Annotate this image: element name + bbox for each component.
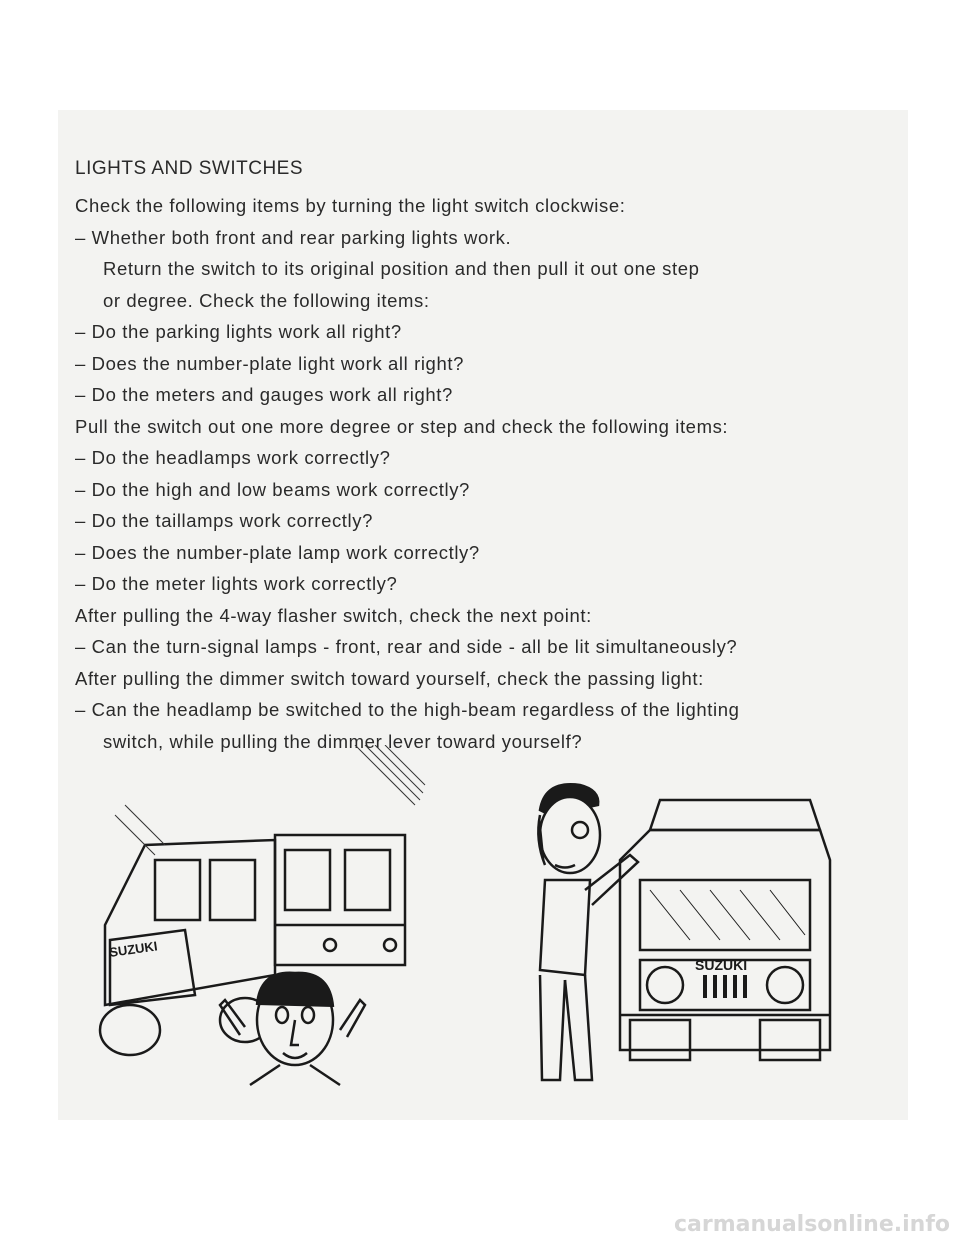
instruction-line: – Do the meters and gauges work all right? — [75, 384, 453, 405]
instruction-line: or degree. Check the following items: — [103, 289, 430, 311]
instruction-line: – Does the number-plate lamp work correctly? — [75, 541, 480, 563]
instruction-line: – Do the taillamps work correctly? — [75, 510, 373, 531]
instruction-line: – Do the headlamps work correctly? — [75, 447, 391, 468]
instruction-line: – Do the parking lights work all right? — [75, 321, 402, 342]
instruction-line: Pull the switch out one more degree or step and check the following items: — [75, 415, 729, 437]
instruction-line: Return the switch to its original position and then pull it out one step — [103, 258, 700, 279]
left-suzuki-badge: SUZUKI — [108, 938, 159, 960]
instruction-line: switch, while pulling the dimmer lever toward yourself? — [103, 730, 583, 752]
illustration-man-opening-hood — [520, 770, 840, 1100]
instruction-line: Check the following items by turning the light switch clockwise: — [75, 195, 626, 216]
instruction-line: After pulling the 4-way flasher switch, check the next point: — [75, 604, 592, 626]
instruction-line: – Does the number-plate light work all right? — [75, 352, 464, 374]
instruction-line: After pulling the dimmer switch toward yourself, check the passing light: — [75, 667, 704, 689]
instruction-line: – Do the meter lights work correctly? — [75, 573, 398, 594]
right-suzuki-badge: SUZUKI — [695, 957, 748, 973]
lights-and-switches-section — [75, 158, 875, 757]
site-watermark: carmanualsonline.info — [674, 1212, 950, 1237]
instruction-line: – Can the headlamp be switched to the high-beam regardless of the lighting — [75, 699, 740, 720]
instruction-line: – Do the high and low beams work correctly? — [75, 478, 470, 500]
instruction-line: – Whether both front and rear parking lights work. — [75, 226, 512, 248]
instruction-line: – Can the turn-signal lamps - front, rear and side - all be lit simultaneously? — [75, 636, 738, 657]
illustration-jeep-rear-man — [85, 745, 445, 1090]
section-heading: LIGHTS AND SWITCHES — [75, 158, 304, 179]
